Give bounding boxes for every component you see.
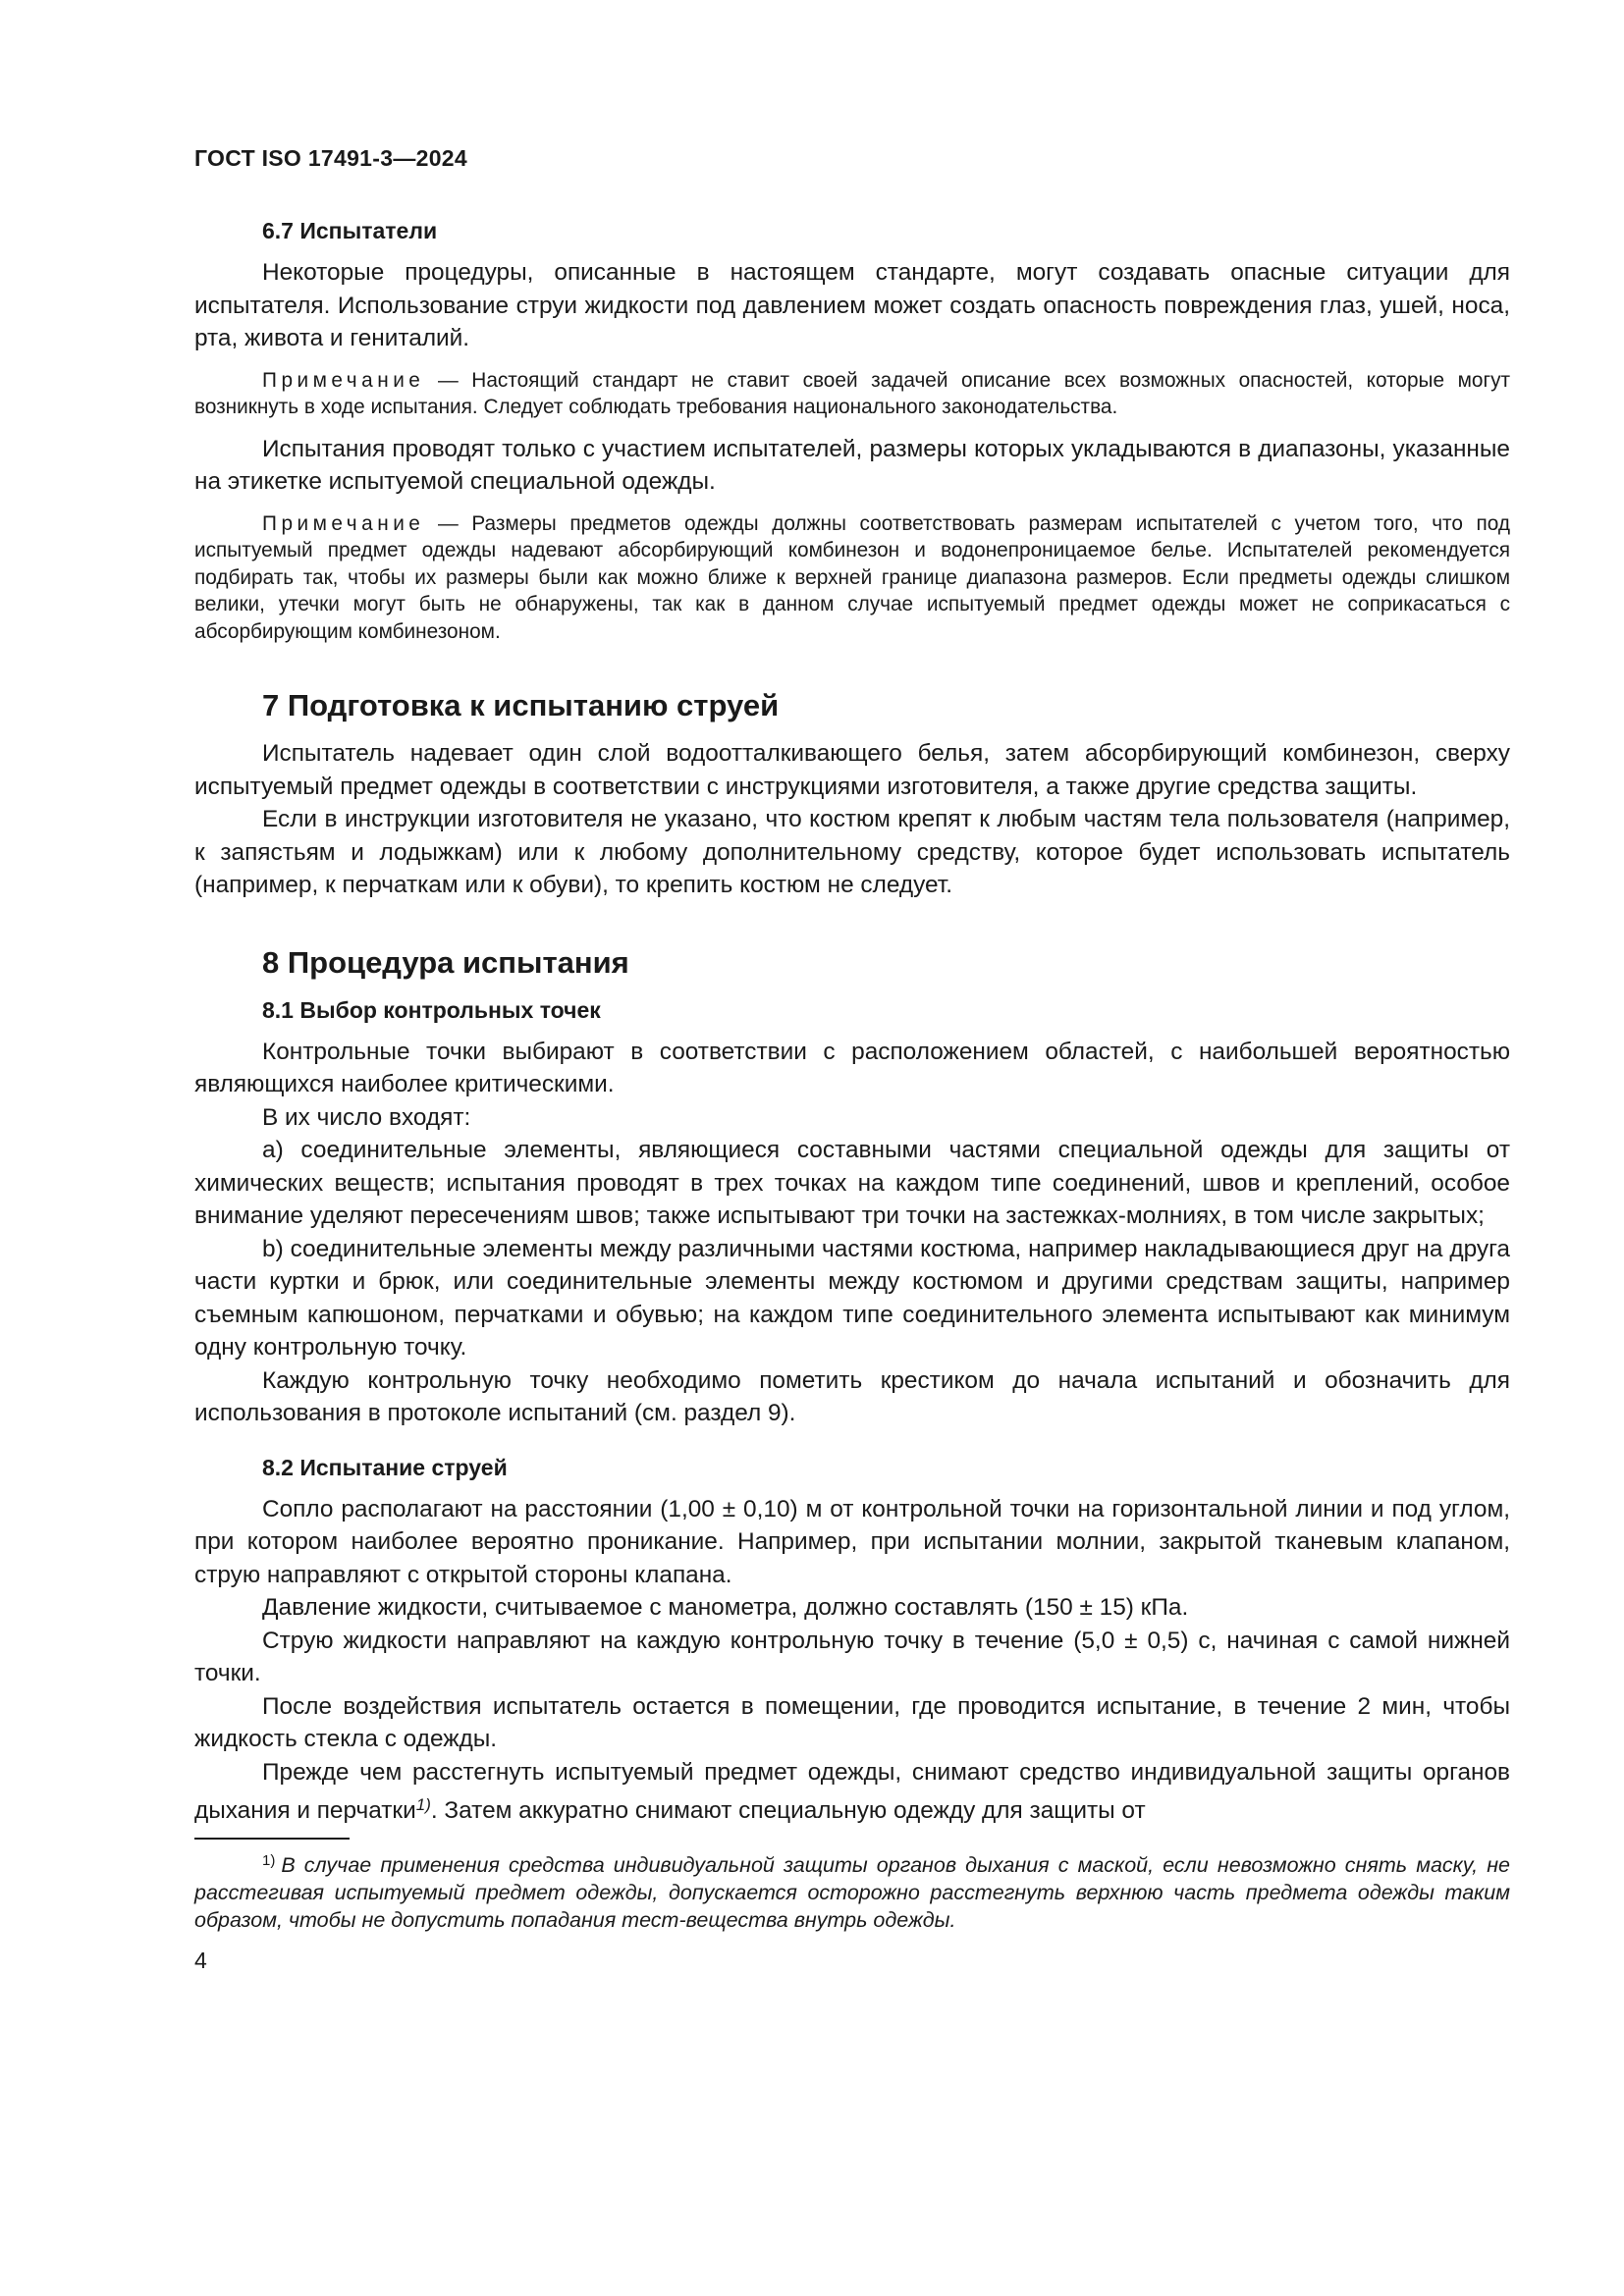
footnote-reference[interactable]: 1) [415, 1795, 431, 1814]
note-label: Примечание [262, 511, 425, 535]
footnote [194, 1847, 1510, 1934]
list-item-a: a) соединительные элементы, являющиеся составными частями специальной одежды для защиты от химических веществ; испытания проводят в трех точках на каждом типе соединений, швов и креплений, особое внимание уделяют пересечениям швов; также испытывают три точки на застежках-молниях, в том числе закрытых; [194, 1137, 1510, 1229]
paragraph: Испытатель надевает один слой водоотталкивающего белья, затем абсорбирующий комбинезон, сверху испытуемый предмет одежды в соответствии с инструкциями изготовителя, а также другие средства защиты. [194, 740, 1510, 800]
page-content [194, 145, 1510, 1974]
note [194, 510, 1510, 646]
paragraph: Сопло располагают на расстоянии (1,00 ± 0,10) м от контрольной точки на горизонтальной линии и под углом, при котором наиболее вероятно проникание. Например, при испытании молнии, закрытой тканевым клапаном, струю направляют с открытой стороны клапана. [194, 1495, 1510, 1588]
paragraph: В их число входят: [262, 1103, 471, 1131]
paragraph-text: Прежде чем расстегнуть испытуемый предмет одежды, снимают средство индивидуальной защиты органов дыхания и перчатки [194, 1758, 1510, 1824]
note-label: Примечание [262, 368, 425, 392]
paragraph: Струю жидкости направляют на каждую контрольную точку в течение (5,0 ± 0,5) с, начиная с самой нижней точки. [194, 1627, 1510, 1686]
section-8-title: 8 Процедура испытания [262, 944, 629, 980]
footnote-mark: 1) [262, 1851, 276, 1869]
paragraph: Контрольные точки выбирают в соответствии с расположением областей, с наибольшей вероятностью являющихся наиболее критическими. [194, 1038, 1510, 1097]
list-item-b: b) соединительные элементы между различными частями костюма, например накладывающиеся друг на друга части куртки и брюк, или соединительные элементы между костюмом и другими средствам защиты, например съемным капюшоном, перчатками и обувью; на каждом типе соединительного элемента испытывают как минимум одну контрольную точку. [194, 1235, 1510, 1361]
footnote-text: В случае применения средства индивидуальной защиты органов дыхания с маской, если невозможно снять маску, не расстегивая испытуемый предмет одежды, допускается осторожно расстегнуть верхнюю часть предмета одежды таким образом, чтобы не допустить попадания тест-вещества внутрь одежды. [194, 1852, 1510, 1932]
paragraph: Каждую контрольную точку необходимо пометить крестиком до начала испытаний и обозначить для использования в протоколе испытаний (см. раздел 9). [194, 1366, 1510, 1426]
note-text: — Размеры предметов одежды должны соответствовать размерам испытателей с учетом того, что под испытуемый предмет одежды надевают абсорбирующий комбинезон и водонепроницаемое белье. Испытателей рекомендуется подбирать так, чтобы их размеры были как можно ближе к верхней границе диапазона размеров. Если предметы одежды слишком велики, утечки могут быть не обнаружены, так как в данном случае испытуемый предмет одежды может не соприкасаться с абсорбирующим комбинезоном. [194, 511, 1510, 643]
paragraph: После воздействия испытатель остается в помещении, где проводится испытание, в течение 2 мин, чтобы жидкость стекла с одежды. [194, 1692, 1510, 1752]
paragraph-text: . Затем аккуратно снимают специальную одежду для защиты от [430, 1797, 1146, 1824]
note-text: — Настоящий стандарт не ставит своей задачей описание всех возможных опасностей, которые могут возникнуть в ходе испытания. Следует соблюдать требования национального законодательства. [194, 368, 1510, 418]
paragraph: Если в инструкции изготовителя не указано, что костюм крепят к любым частям тела пользователя (например, к запястьям и лодыжкам) или к любому дополнительному средству, которое будет использовать испытатель (например, к перчаткам или к обуви), то крепить костюм не следует. [194, 806, 1510, 898]
paragraph: Давление жидкости, считываемое с манометра, должно составлять (150 ± 15) кПа. [262, 1594, 1189, 1621]
paragraph: Некоторые процедуры, описанные в настоящем стандарте, могут создавать опасные ситуации для испытателя. Использование струи жидкости под давлением может создать опасность повреждения глаз, ушей, носа, рта, живота и гениталий. [194, 259, 1510, 351]
subsection-8-1-title: 8.1 Выбор контрольных точек [262, 996, 601, 1023]
paragraph [194, 1756, 1510, 1828]
page-number: 4 [194, 1947, 207, 1973]
subsection-8-2-title: 8.2 Испытание струей [262, 1454, 508, 1480]
paragraph: Испытания проводят только с участием испытателей, размеры которых укладываются в диапазоны, указанные на этикетке испытуемой специальной одежды. [194, 435, 1510, 495]
note [194, 367, 1510, 421]
section-7-title: 7 Подготовка к испытанию струей [262, 688, 780, 722]
subsection-6-7-title: 6.7 Испытатели [262, 218, 438, 243]
document-code-header: ГОСТ ISO 17491-3—2024 [194, 145, 467, 171]
footnote-divider [194, 1838, 350, 1840]
